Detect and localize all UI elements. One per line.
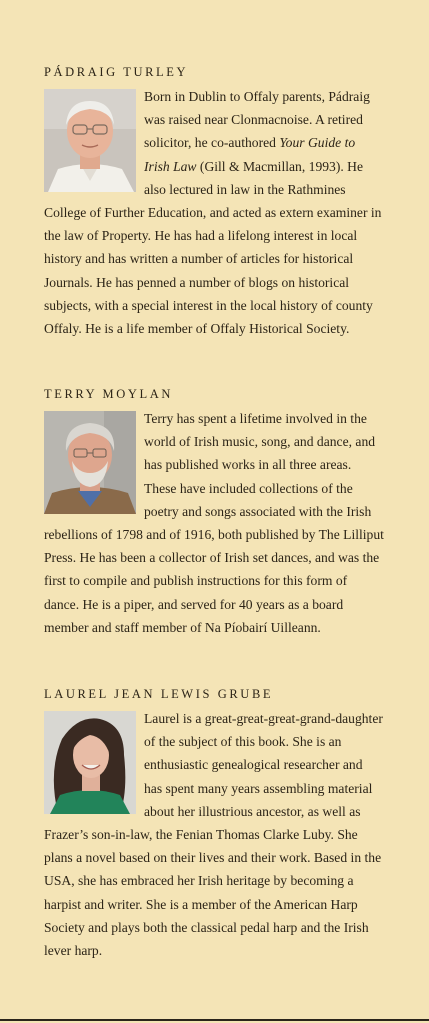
bio-text-part-1: Born in Dublin to Offaly parents, Pádraig was raised near Clonmacnoise. A retired solicitor, he co-authored bbox=[144, 89, 370, 151]
bio-terry-moylan bbox=[44, 386, 384, 639]
bio-text-content: Terry has spent a lifetime involved in the world of Irish music, song, and dance, and has published works in all three areas. These have included collections of the poetry and songs associated with the Irish rebellions of 1798 and of 1916, both published by The Lilliput Press. He has been a collector of Irish set dances, and was the first to compile and publish instructions for this form of dance. He is a piper, and served for 40 years as a board member and staff member of Na Píobairí Uilleann. bbox=[44, 411, 384, 635]
bio-text-content: Laurel is a great-great-great-grand-daughter of the subject of this book. She is an enthusiastic genealogical researcher and has spent many years assembling material about her illustrious ancestor, as well as Frazer’s son-in-law, the Fenian Thomas Clarke Luby. She plans a novel based on their lives and their work. Based in the USA, she has embraced her Irish heritage by becoming a harpist and writer. She is a member of the American Harp Society and plays both the classical pedal harp and the Irish lever harp. bbox=[44, 711, 383, 959]
bottom-divider-line bbox=[0, 1019, 429, 1021]
bio-name: LAUREL JEAN LEWIS GRUBE bbox=[44, 687, 274, 701]
portrait-photo-laurel-grube bbox=[44, 711, 136, 814]
portrait-photo-padraig-turley bbox=[44, 89, 136, 192]
bio-text bbox=[44, 407, 384, 639]
portrait-photo-terry-moylan bbox=[44, 411, 136, 514]
bio-text-part-2: (Gill & Macmillan, 1993). He also lectured in law in the Rathmines College of Further Education, and acted as extern examiner in the law of Property. He has had a lifelong interest in local history and has written a number of articles for historical Journals. He has penned a number of blogs on historical subjects, with a special interest in the local history of county Offaly. He is a life member of Offaly Historical Society. bbox=[44, 158, 382, 337]
bio-text bbox=[44, 85, 384, 340]
bio-name: TERRY MOYLAN bbox=[44, 387, 174, 401]
bio-laurel-jean-lewis-grube bbox=[44, 686, 384, 962]
bio-text bbox=[44, 707, 384, 962]
book-title-italic: Your Guide to Irish Law bbox=[144, 135, 356, 174]
bio-padraig-turley bbox=[44, 64, 384, 340]
bio-name: PÁDRAIG TURLEY bbox=[44, 65, 189, 79]
